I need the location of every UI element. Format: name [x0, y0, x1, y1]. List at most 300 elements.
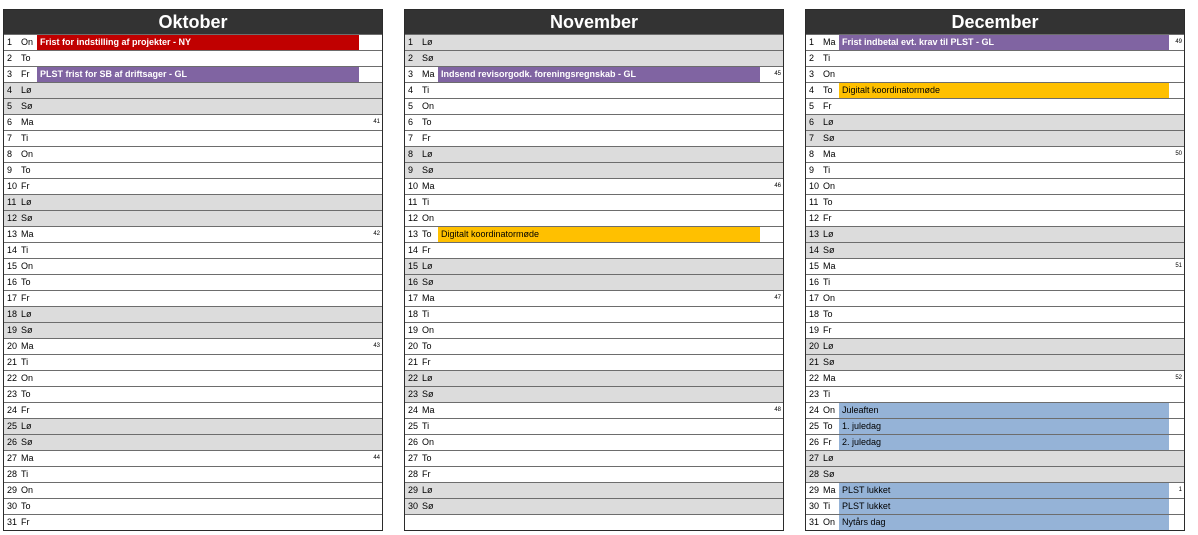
day-number: 8: [408, 149, 414, 159]
day-number: 23: [809, 389, 820, 399]
weekday: On: [422, 325, 435, 335]
weekday: On: [823, 405, 836, 415]
event-bar: Digitalt koordinatormøde: [438, 227, 760, 242]
day-number: 6: [408, 117, 414, 127]
day-row: [4, 370, 382, 386]
day-number: 14: [809, 245, 820, 255]
day-number: 10: [809, 181, 820, 191]
day-number: 11: [7, 197, 17, 207]
day-row: [405, 482, 783, 498]
weekday: Fr: [21, 293, 30, 303]
day-row: [4, 114, 382, 130]
month-title: December: [806, 10, 1184, 34]
day-row: [806, 146, 1184, 162]
day-number: 13: [408, 229, 419, 239]
day-row: [405, 370, 783, 386]
day-number: 4: [408, 85, 414, 95]
day-number: 21: [408, 357, 419, 367]
month-panel-december: [805, 9, 1185, 531]
week-number: 48: [774, 407, 781, 413]
day-number: 15: [7, 261, 18, 271]
day-number: 10: [7, 181, 18, 191]
weekday: Ti: [823, 165, 831, 175]
event-bar: PLST lukket: [839, 499, 1169, 514]
weekday: Fr: [422, 245, 431, 255]
day-number: 1: [408, 37, 414, 47]
day-number: 16: [809, 277, 820, 287]
weekday: Lø: [422, 37, 433, 47]
day-row: [806, 498, 1184, 514]
day-number: 14: [408, 245, 419, 255]
day-row: [806, 194, 1184, 210]
weekday: Ti: [422, 197, 430, 207]
weekday: Ti: [21, 469, 29, 479]
weekday: Sø: [422, 277, 434, 287]
weekday: Ma: [823, 373, 836, 383]
weekday: Sø: [422, 501, 434, 511]
weekday: On: [21, 485, 34, 495]
weekday: To: [21, 53, 31, 63]
day-row: [405, 34, 783, 50]
day-number: 30: [408, 501, 419, 511]
event-bar: PLST frist for SB af driftsager - GL: [37, 67, 359, 82]
day-row: [405, 82, 783, 98]
day-row: [806, 130, 1184, 146]
weekday: Ma: [21, 341, 34, 351]
weekday: Ti: [422, 309, 430, 319]
day-number: 5: [7, 101, 13, 111]
weekday: To: [422, 341, 432, 351]
week-number: 45: [774, 71, 781, 77]
day-number: 29: [7, 485, 18, 495]
day-number: 10: [408, 181, 419, 191]
day-number: 18: [408, 309, 419, 319]
weekday: Fr: [21, 517, 30, 527]
weekday: Fr: [823, 437, 832, 447]
day-number: 8: [809, 149, 815, 159]
month-title: November: [405, 10, 783, 34]
day-row: [405, 258, 783, 274]
event-bar: Digitalt koordinatormøde: [839, 83, 1169, 98]
week-number: 49: [1175, 39, 1182, 45]
weekday: Ti: [422, 421, 430, 431]
day-row: [806, 98, 1184, 114]
day-row: [4, 210, 382, 226]
day-number: 14: [7, 245, 18, 255]
weekday: On: [823, 517, 836, 527]
weekday: On: [21, 261, 34, 271]
day-row: [4, 338, 382, 354]
day-number: 27: [7, 453, 18, 463]
weekday: Ma: [422, 293, 435, 303]
week-number: 42: [373, 231, 380, 237]
day-row: [806, 50, 1184, 66]
weekday: To: [21, 501, 31, 511]
day-row: [405, 114, 783, 130]
day-row: [405, 194, 783, 210]
day-row: [4, 322, 382, 338]
weekday: Ti: [823, 277, 831, 287]
day-number: 27: [408, 453, 419, 463]
day-number: 20: [408, 341, 419, 351]
weekday: Sø: [823, 469, 835, 479]
day-number: 18: [809, 309, 820, 319]
day-number: 2: [7, 53, 13, 63]
day-number: 11: [809, 197, 819, 207]
day-number: 21: [809, 357, 820, 367]
day-row: [4, 402, 382, 418]
day-number: 26: [7, 437, 18, 447]
weekday: Lø: [422, 485, 433, 495]
weekday: Ma: [823, 149, 836, 159]
day-number: 7: [408, 133, 414, 143]
day-row: [4, 306, 382, 322]
day-row: [405, 274, 783, 290]
day-number: 13: [7, 229, 18, 239]
day-number: 6: [809, 117, 815, 127]
event-bar: Juleaften: [839, 403, 1169, 418]
weekday: To: [823, 85, 833, 95]
day-row: [405, 210, 783, 226]
day-number: 17: [809, 293, 820, 303]
event-bar: 2. juledag: [839, 435, 1169, 450]
day-row: [4, 50, 382, 66]
weekday: To: [21, 389, 31, 399]
day-row: [4, 98, 382, 114]
day-number: 19: [809, 325, 820, 335]
weekday: Sø: [21, 437, 33, 447]
day-number: 24: [809, 405, 820, 415]
day-number: 28: [7, 469, 18, 479]
day-number: 16: [408, 277, 419, 287]
day-row: [405, 98, 783, 114]
weekday: Ti: [21, 245, 29, 255]
weekday: To: [21, 165, 31, 175]
day-number: 22: [809, 373, 820, 383]
weekday: Ti: [823, 53, 831, 63]
day-row: [405, 290, 783, 306]
day-number: 12: [7, 213, 18, 223]
day-row: [4, 482, 382, 498]
day-row: [4, 290, 382, 306]
weekday: On: [422, 213, 435, 223]
day-list: [405, 34, 783, 530]
week-number: 46: [774, 183, 781, 189]
week-number: 52: [1175, 375, 1182, 381]
day-row: [806, 226, 1184, 242]
day-number: 30: [809, 501, 820, 511]
weekday: Ma: [422, 69, 435, 79]
day-row: [4, 66, 382, 82]
day-row: [405, 354, 783, 370]
weekday: Sø: [422, 53, 434, 63]
day-number: 4: [7, 85, 13, 95]
week-number: 43: [373, 343, 380, 349]
day-number: 5: [408, 101, 414, 111]
weekday: Ma: [21, 229, 34, 239]
weekday: Ti: [823, 501, 831, 511]
weekday: Sø: [823, 357, 835, 367]
day-number: 22: [408, 373, 419, 383]
day-row: [806, 210, 1184, 226]
day-number: 24: [408, 405, 419, 415]
day-row: [4, 130, 382, 146]
weekday: Sø: [422, 389, 434, 399]
weekday: To: [21, 277, 31, 287]
weekday: On: [422, 437, 435, 447]
day-row: [405, 450, 783, 466]
day-number: 8: [7, 149, 13, 159]
day-row: [405, 242, 783, 258]
month-panel-oktober: [3, 9, 383, 531]
day-number: 17: [408, 293, 419, 303]
day-number: 20: [7, 341, 18, 351]
week-number: 44: [373, 455, 380, 461]
day-number: 5: [809, 101, 815, 111]
weekday: Lø: [422, 149, 433, 159]
weekday: Fr: [422, 469, 431, 479]
weekday: Fr: [823, 213, 832, 223]
day-row: [4, 242, 382, 258]
weekday: Ti: [823, 389, 831, 399]
day-row: [806, 242, 1184, 258]
day-number: 1: [7, 37, 13, 47]
day-row: [4, 498, 382, 514]
day-number: 27: [809, 453, 820, 463]
weekday: Lø: [21, 309, 32, 319]
day-row: [4, 178, 382, 194]
day-row: [405, 418, 783, 434]
day-row: [806, 466, 1184, 482]
day-row: [405, 466, 783, 482]
day-row: [806, 82, 1184, 98]
day-number: 6: [7, 117, 13, 127]
day-row: [405, 50, 783, 66]
day-row: [806, 482, 1184, 498]
day-row: [806, 178, 1184, 194]
weekday: To: [823, 421, 833, 431]
day-number: 11: [408, 197, 418, 207]
day-number: 28: [408, 469, 419, 479]
day-number: 17: [7, 293, 18, 303]
day-row: [806, 338, 1184, 354]
weekday: Fr: [21, 181, 30, 191]
day-number: 22: [7, 373, 18, 383]
day-row: [4, 514, 382, 530]
weekday: Lø: [21, 85, 32, 95]
day-row: [806, 114, 1184, 130]
day-number: 12: [408, 213, 419, 223]
weekday: Lø: [21, 421, 32, 431]
day-number: 26: [408, 437, 419, 447]
weekday: Fr: [823, 325, 832, 335]
day-row: [806, 402, 1184, 418]
day-row: [4, 162, 382, 178]
weekday: Lø: [823, 229, 834, 239]
weekday: Lø: [823, 341, 834, 351]
day-row: [405, 498, 783, 514]
day-row: [4, 354, 382, 370]
day-number: 1: [809, 37, 815, 47]
day-row: [806, 274, 1184, 290]
day-row: [806, 450, 1184, 466]
day-row: [4, 82, 382, 98]
day-number: 26: [809, 437, 820, 447]
weekday: To: [823, 197, 833, 207]
weekday: Ma: [422, 405, 435, 415]
day-number: 31: [809, 517, 820, 527]
event-bar: PLST lukket: [839, 483, 1169, 498]
day-list: [806, 34, 1184, 530]
weekday: Ma: [21, 117, 34, 127]
day-row: [4, 194, 382, 210]
day-number: 28: [809, 469, 820, 479]
day-row: [405, 66, 783, 82]
weekday: Lø: [21, 197, 32, 207]
week-number: 51: [1175, 263, 1182, 269]
weekday: Ma: [21, 453, 34, 463]
day-row: [806, 290, 1184, 306]
month-panel-november: [404, 9, 784, 531]
weekday: To: [422, 229, 432, 239]
day-number: 16: [7, 277, 18, 287]
weekday: On: [422, 101, 435, 111]
day-row: [4, 146, 382, 162]
day-number: 20: [809, 341, 820, 351]
event-bar: Nytårs dag: [839, 515, 1169, 530]
weekday: Sø: [21, 325, 33, 335]
weekday: Ma: [422, 181, 435, 191]
weekday: Lø: [422, 261, 433, 271]
day-number: 7: [7, 133, 13, 143]
day-row: [806, 258, 1184, 274]
weekday: Ti: [21, 133, 29, 143]
event-bar: Indsend revisorgodk. foreningsregnskab - GL: [438, 67, 760, 82]
event-bar: Frist for indstilling af projekter - NY: [37, 35, 359, 50]
day-row: [806, 386, 1184, 402]
day-row: [4, 34, 382, 50]
weekday: Ti: [21, 357, 29, 367]
weekday: To: [422, 453, 432, 463]
weekday: Sø: [422, 165, 434, 175]
day-row: [4, 226, 382, 242]
week-number: 41: [373, 119, 380, 125]
weekday: Fr: [21, 69, 30, 79]
day-number: 9: [408, 165, 414, 175]
day-number: 24: [7, 405, 18, 415]
weekday: On: [823, 181, 836, 191]
weekday: On: [21, 373, 34, 383]
event-bar: Frist indbetal evt. krav til PLST - GL: [839, 35, 1169, 50]
weekday: Lø: [823, 453, 834, 463]
day-row: [806, 514, 1184, 530]
day-row: [405, 386, 783, 402]
day-number: 19: [7, 325, 18, 335]
week-number: 1: [1178, 487, 1182, 493]
weekday: Lø: [422, 373, 433, 383]
day-row: [806, 370, 1184, 386]
day-row: [4, 386, 382, 402]
day-row: [405, 146, 783, 162]
weekday: Ma: [823, 37, 836, 47]
day-number: 9: [809, 165, 815, 175]
day-number: 3: [408, 69, 414, 79]
day-row: [4, 418, 382, 434]
weekday: Fr: [422, 357, 431, 367]
day-row: [806, 322, 1184, 338]
weekday: Lø: [823, 117, 834, 127]
weekday: Ma: [823, 485, 836, 495]
weekday: On: [823, 293, 836, 303]
day-number: 7: [809, 133, 815, 143]
day-row: [806, 162, 1184, 178]
day-number: 23: [408, 389, 419, 399]
weekday: Sø: [21, 213, 33, 223]
day-row: [405, 162, 783, 178]
day-row: [405, 338, 783, 354]
weekday: Sø: [823, 245, 835, 255]
day-number: 15: [809, 261, 820, 271]
day-number: 2: [408, 53, 414, 63]
weekday: To: [823, 309, 833, 319]
day-number: 3: [7, 69, 13, 79]
day-number: 25: [7, 421, 18, 431]
day-row: [806, 354, 1184, 370]
day-number: 2: [809, 53, 815, 63]
day-number: 25: [809, 421, 820, 431]
event-bar: 1. juledag: [839, 419, 1169, 434]
weekday: To: [422, 117, 432, 127]
week-number: 50: [1175, 151, 1182, 157]
day-row: [405, 514, 783, 530]
day-number: 18: [7, 309, 18, 319]
day-number: 31: [7, 517, 18, 527]
weekday: Fr: [823, 101, 832, 111]
weekday: On: [21, 37, 34, 47]
day-number: 12: [809, 213, 820, 223]
weekday: Ma: [823, 261, 836, 271]
weekday: Fr: [422, 133, 431, 143]
day-number: 3: [809, 69, 815, 79]
day-row: [806, 418, 1184, 434]
month-title: Oktober: [4, 10, 382, 34]
day-number: 29: [408, 485, 419, 495]
day-row: [806, 306, 1184, 322]
day-row: [405, 178, 783, 194]
day-row: [405, 434, 783, 450]
day-number: 19: [408, 325, 419, 335]
weekday: On: [823, 69, 836, 79]
day-number: 21: [7, 357, 18, 367]
day-row: [4, 434, 382, 450]
day-row: [806, 434, 1184, 450]
day-number: 25: [408, 421, 419, 431]
day-row: [4, 466, 382, 482]
weekday: Sø: [823, 133, 835, 143]
day-row: [4, 274, 382, 290]
day-number: 9: [7, 165, 13, 175]
week-number: 47: [774, 295, 781, 301]
day-row: [405, 226, 783, 242]
day-number: 13: [809, 229, 820, 239]
day-number: 4: [809, 85, 815, 95]
weekday: Ti: [422, 85, 430, 95]
day-number: 29: [809, 485, 820, 495]
day-row: [806, 34, 1184, 50]
weekday: On: [21, 149, 34, 159]
day-number: 30: [7, 501, 18, 511]
day-number: 15: [408, 261, 419, 271]
